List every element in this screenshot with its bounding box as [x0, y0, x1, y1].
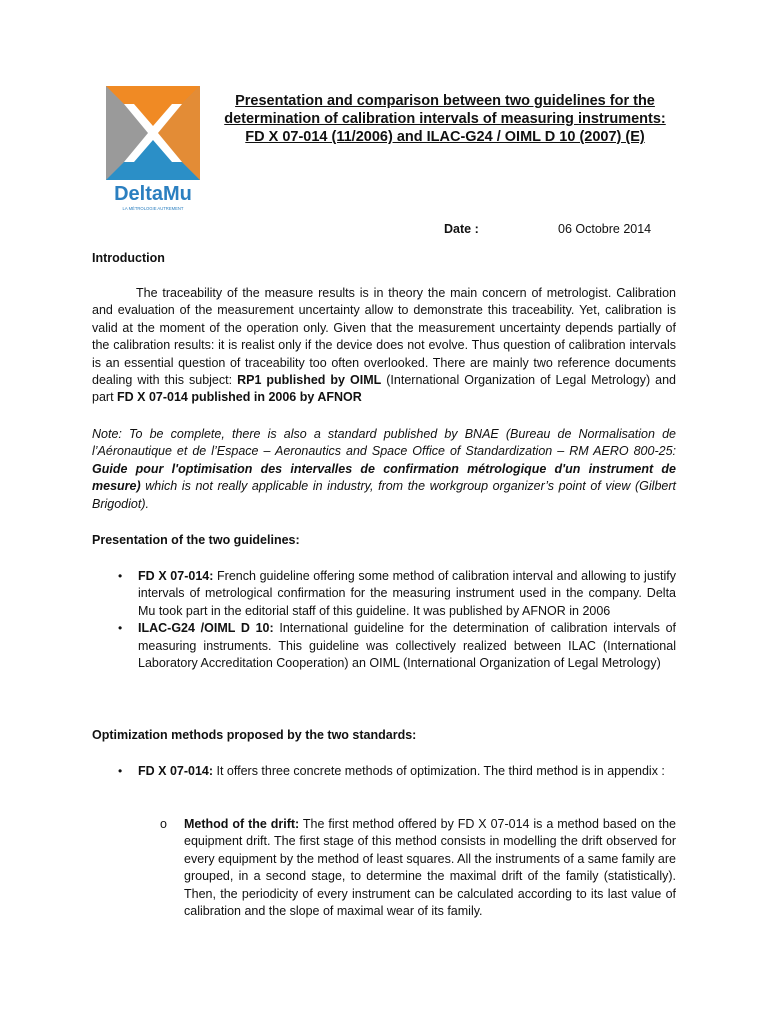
note-text-2: which is not really applicable in industry, from the workgroup organizer’s point of view (Gilbert Brigodiot). [92, 479, 676, 511]
introduction-heading: Introduction [92, 251, 165, 265]
list-item: • ILAC-G24 /OIML D 10: International guideline for the determination of calibration intervals of measuring instruments. This guideline was collectively realized between ILAC (International Laboratory Accreditation Cooperation) an OIML (International Organization of Legal Metrology) [118, 621, 676, 671]
introduction-paragraph [92, 285, 676, 407]
note-paragraph [92, 426, 676, 513]
logo-tagline: LA MÉTROLOGIE AUTREMENT [122, 206, 184, 211]
note-guide-title: Guide pour l'optimisation des intervalles de confirmation métrologique d'un instrument de mesure) [92, 461, 676, 494]
date-value: 06 Octobre 2014 [558, 222, 652, 236]
introduction-text: The traceability of the measure results is in theory the main concern of metrologist. Calibration and evaluation of the measurement uncertainty allow to demonstrate this traceability. Yet, calibration is valid at the moment of the operation only. Given that the measurement uncertainty depends partially of the calibration results: it is realist only if the device does not evolve. Thus question of calibration intervals is an essential question of traceability too often overlooked. There are mainly two reference documents dealing with this subject: RP1 published by OIML (International Organization of Legal Metrology) and part FD X 07-014 published in 2006 by AFNOR [92, 286, 677, 405]
presentation-heading: Presentation of the two guidelines: [92, 533, 300, 547]
list-item: • FD X 07-014: French guideline offering some method of calibration interval and allowing to justify intervals of metrological confirmation for the measuring instrument used in the company. Delta Mu took part in the editorial staff of this guideline. It was published by AFNOR in 2006 [118, 569, 676, 618]
logo-wordmark: DeltaMu [114, 183, 192, 205]
optimization-sublist [138, 816, 676, 920]
list-item: • FD X 07-014: It offers three concrete methods of optimization. The third method is in appendix : [118, 764, 665, 778]
presentation-list [92, 568, 676, 672]
list-item: o Method of the drift: The first method offered by FD X 07-014 is a method based on the equipment drift. The first stage of this method consists in modelling the drift observed for every equipment by the method of least squares. All the instruments of a same family are grouped, in a second stage, to determine the maximal drift of the family (statistically). Then, the periodicity of every instrument can be calculated according to its last value of calibration and the slope of maximal wear of its family. [160, 817, 676, 919]
document-title: Presentation and comparison between two guidelines for the determination of calibration intervals of measuring instruments: FD X 07-014 (11/2006) and ILAC-G24 / OIML D 10 (2007) (E) [224, 93, 666, 145]
deltamu-logo [104, 86, 202, 216]
note-text-1: Note: To be complete, there is also a standard published by BNAE (Bureau de Normalisation de l’Aéronautique et de l’Espace – Aeronautics and Space Office of Standardization – RM AERO 800-25: [92, 427, 676, 459]
optimization-heading: Optimization methods proposed by the two standards: [92, 728, 417, 742]
optimization-list [92, 763, 676, 780]
date-label: Date : [444, 222, 479, 236]
